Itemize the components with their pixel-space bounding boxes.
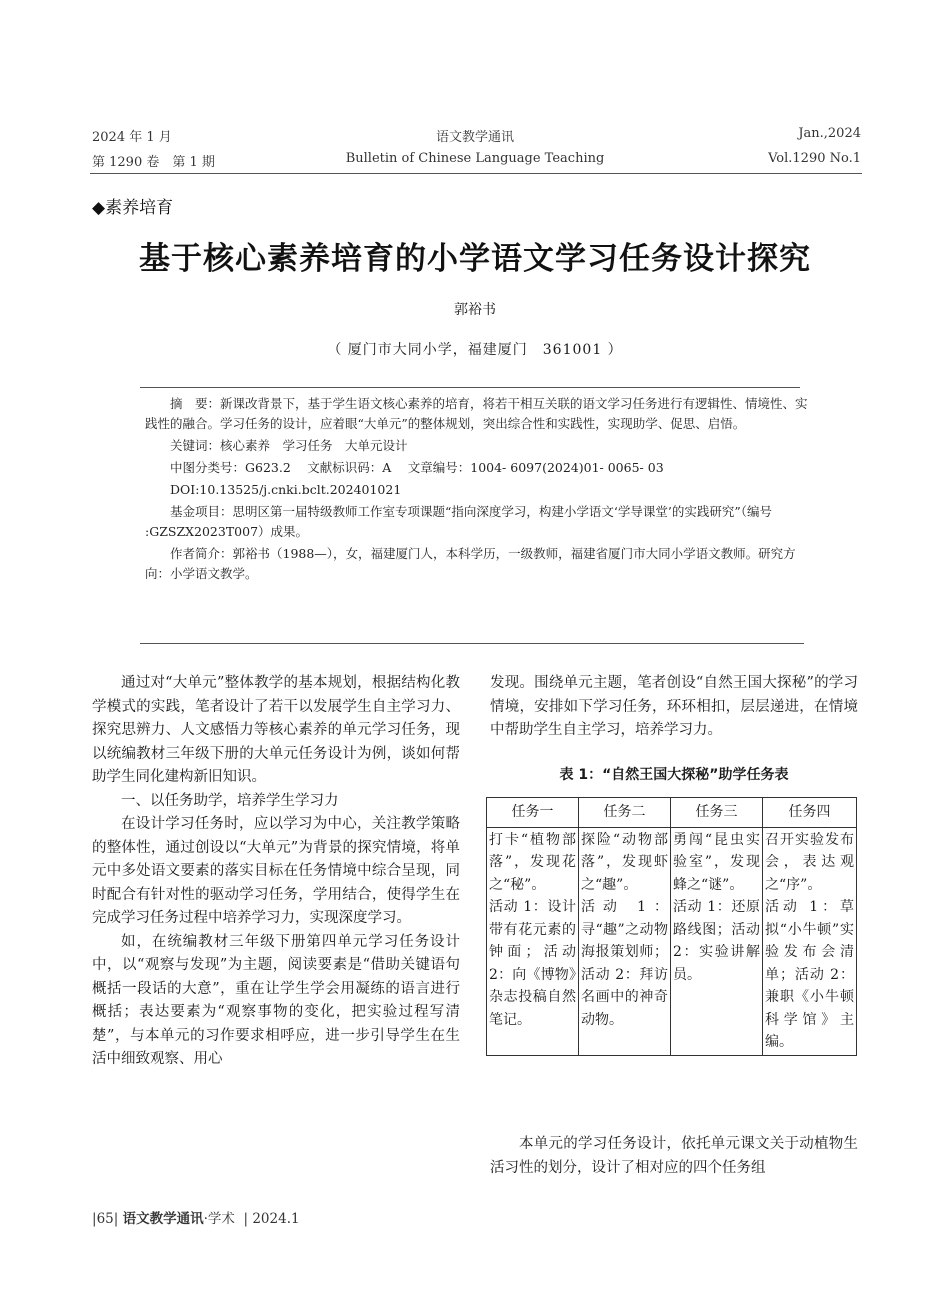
task-cell <box>671 827 763 1055</box>
task-goal-2: 探险“动物部落”，发现虾之“趣”。 <box>581 831 668 893</box>
metadata-block <box>145 394 810 586</box>
task-activities-4: 活动 1：草拟“小牛顿”实验发布会清单；活动 2：兼职《小牛顿科学馆》主编。 <box>765 899 854 1050</box>
meta-top-rule <box>140 387 800 388</box>
header-journal-en: Bulletin of Chinese Language Teaching <box>345 151 605 166</box>
header-volume-cn: 第 1290 卷 第 1 期 <box>92 155 215 170</box>
header-rule <box>90 173 862 174</box>
footer-bar: | <box>239 1211 253 1227</box>
footer-bar: | <box>113 1211 119 1227</box>
author-name: 郭裕书 <box>454 302 496 318</box>
body-paragraph: 如，在统编教材三年级下册第四单元学习任务设计中，以“观察与发现”为主题，阅读要素是“借助关键语句概括一段话的大意”，重在让学生学会用凝练的语言进行概括；表达要素为“观察事物的变化，把实验过程写清楚”，与本单元的习作要求相呼应，进一步引导学生在生活中细致观察、用心 <box>92 933 460 1067</box>
task-cell <box>763 827 857 1055</box>
left-column <box>92 672 460 1072</box>
classification: 中图分类号：G623.2 文献标识码：A 文章编号：1004- 6097(2024)01- 0065- 03 <box>170 460 664 475</box>
body-paragraph: 本单元的学习任务设计，依托单元课文关于动植物生活习性的划分，设计了相对应的四个任务组 <box>490 1136 858 1176</box>
task-table-header-row <box>487 798 857 828</box>
task-activities-1: 活动 1：设计带有花元素的钟面；活动 2：向《博物》杂志投稿自然笔记。 <box>489 899 576 1028</box>
task-header-2: 任务二 <box>579 798 671 828</box>
page-number: 65 <box>96 1211 114 1227</box>
header-volume-en: Vol.1290 No.1 <box>768 151 861 166</box>
task-header-4: 任务四 <box>763 798 857 828</box>
author-bio: 作者简介：郭裕书（1988—），女，福建厦门人，本科学历，一级教师，福建省厦门市大同小学语文教师。研究方向：小学语文教学。 <box>145 546 796 581</box>
right-column <box>490 672 858 743</box>
body-paragraph: 通过对“大单元”整体教学的基本规划，根据结构化教学模式的实践，笔者设计了若干以发展学生自主学习力、探究思辨力、人文感悟力等核心素养的单元学习任务，现以统编教材三年级下册的大单元任务设计为例，谈如何帮助学生同化建构新旧知识。 <box>92 675 460 785</box>
task-table <box>486 797 857 1056</box>
doi: DOI:10.13525/j.cnki.bclt.202401021 <box>170 482 402 497</box>
journal-brand: 语文教学通讯 <box>122 1211 204 1227</box>
task-cell <box>487 827 579 1055</box>
right-column-continued <box>490 1133 858 1180</box>
task-header-1: 任务一 <box>487 798 579 828</box>
page-footer <box>92 1207 300 1227</box>
table-caption: 表 1：“自然王国大探秘”助学任务表 <box>559 767 789 783</box>
keywords: 关键词：核心素养 学习任务 大单元设计 <box>170 438 408 453</box>
task-table-row <box>487 827 857 1055</box>
task-activities-3: 活动 1：还原路线图；活动 2：实验讲解员。 <box>673 899 760 983</box>
task-cell <box>579 827 671 1055</box>
abstract: 摘 要：新课改背景下，基于学生语文核心素养的培育，将若干相互关联的语文学习任务进行有逻辑性、情境性、实践性的融合。学习任务的设计，应着眼“大单元”的整体规划，突出综合性和实践性，实现助学、促思、启悟。 <box>145 396 808 431</box>
task-goal-3: 勇闯“昆虫实验室”，发现蜂之“谜”。 <box>673 831 760 893</box>
task-activities-2: 活动 1：寻“趣”之动物海报策划师；活动 2：拜访名画中的神奇动物。 <box>581 899 668 1028</box>
footer-edition: ·学术 <box>203 1211 235 1227</box>
footer-year-issue: 2024.1 <box>252 1211 300 1227</box>
body-paragraph: 发现。围绕单元主题，笔者创设“自然王国大探秘”的学习情境，安排如下学习任务，环环相扣，层层递进，在情境中帮助学生自主学习，培养学习力。 <box>490 675 858 738</box>
task-header-3: 任务三 <box>671 798 763 828</box>
footer-bar: | <box>92 1211 97 1227</box>
article-title: 基于核心素养培育的小学语文学习任务设计探究 <box>139 241 811 277</box>
section-tag: ◆素养培育 <box>92 198 174 218</box>
task-goal-4: 召开实验发布会，表达观之“序”。 <box>765 831 854 893</box>
header-date-cn: 2024 年 1 月 <box>92 130 172 145</box>
author-affiliation: （ 厦门市大同小学，福建厦门 361001 ） <box>327 342 623 358</box>
fund-project: 基金项目：思明区第一届特级教师工作室专项课题“指向深度学习，构建小学语文‘学导课堂’的实践研究”（编号 :GZSZX2023T007）成果。 <box>145 504 772 539</box>
body-paragraph: 在设计学习任务时，应以学习为中心，关注教学策略的整体性，通过创设以“大单元”为背景的探究情境，将单元中多处语文要素的落实目标在任务情境中综合呈现，同时配合有针对性的驱动学习任务，学用结合，使得学生在完成学习任务过程中培养学习力，实现深度学习。 <box>92 816 460 926</box>
section-heading: 一、以任务助学，培养学生学习力 <box>121 792 339 809</box>
meta-bottom-rule <box>140 643 804 644</box>
header-date-en: Jan.,2024 <box>798 126 861 141</box>
header-journal-cn: 语文教学通讯 <box>435 130 514 145</box>
task-goal-1: 打卡“植物部落”，发现花之“秘”。 <box>489 831 576 893</box>
